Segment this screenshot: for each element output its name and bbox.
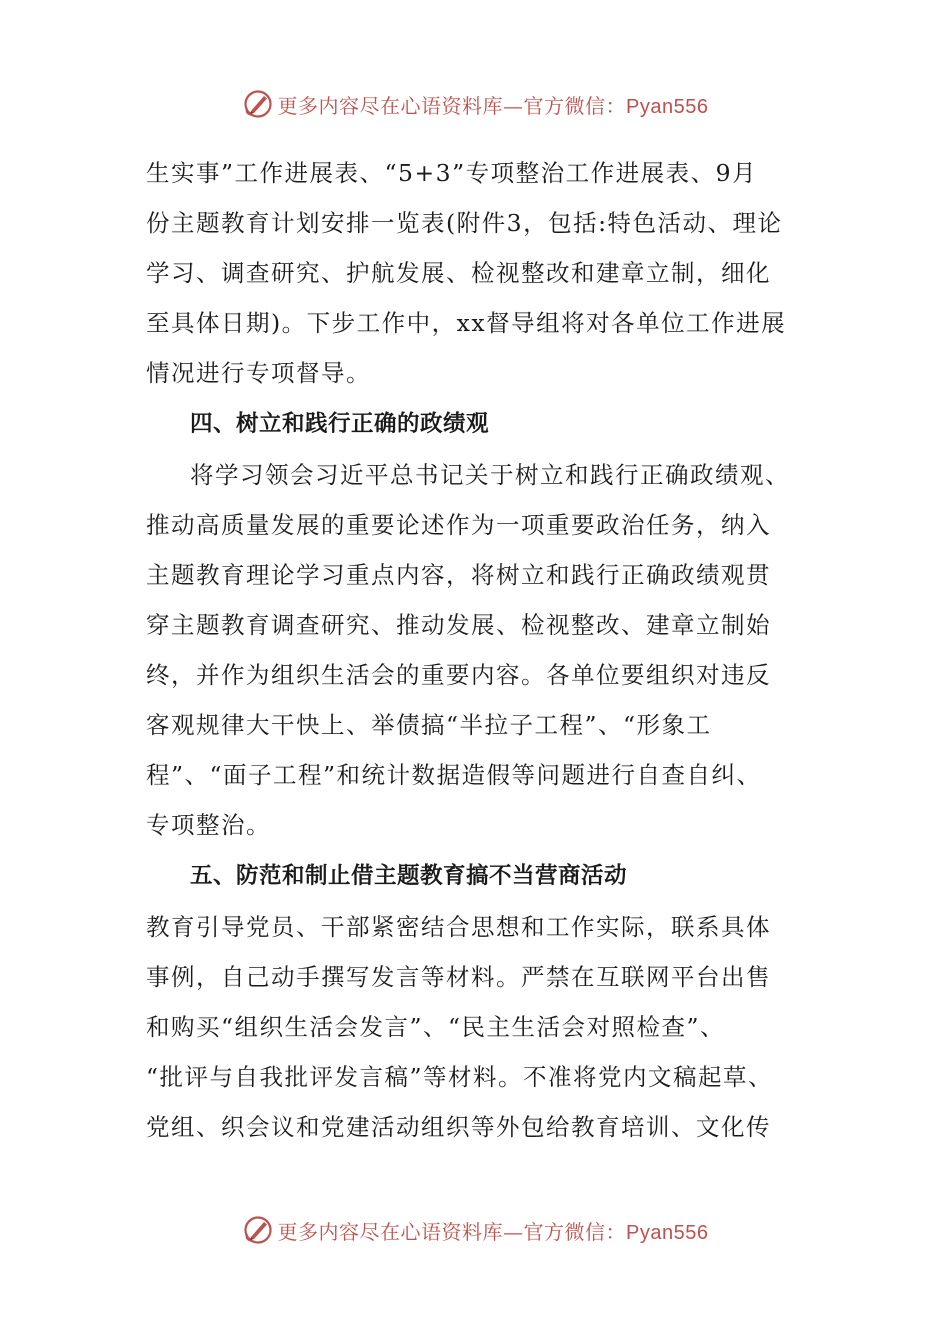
text-line: “批评与自我批评发言稿”等材料。不准将党内文稿起草、 — [146, 1063, 774, 1091]
watermark-text — [278, 90, 709, 119]
text-line: 专项整治。 — [146, 811, 271, 839]
pen-in-circle-icon — [242, 1214, 274, 1246]
paragraph-business-activities — [146, 902, 806, 1152]
text-line: 党组、织会议和党建活动组织等外包给教育培训、文化传 — [146, 1113, 771, 1141]
text-line: 生实事”工作进展表、“5+3”专项整治工作进展表、9月 — [146, 159, 758, 187]
text-line: 情况进行专项督导。 — [146, 359, 371, 387]
section-heading-5: 五、防范和制止借主题教育搞不当营商活动 — [190, 863, 628, 889]
watermark-wechat-id: Pyan556 — [626, 95, 709, 118]
text-line: 和购买“组织生活会发言”、“民主生活会对照检查”、 — [146, 1013, 726, 1041]
text-line: 客观规律大干快上、举债搞“半拉子工程”、“形象工 — [146, 711, 712, 739]
footer-watermark — [0, 1210, 950, 1250]
pen-in-circle-icon — [242, 88, 274, 120]
document-body — [146, 148, 806, 1152]
text-line: 至具体日期)。下步工作中，xx督导组将对各单位工作进展 — [146, 309, 787, 337]
paragraph-political-achievement — [146, 450, 806, 850]
text-line: 事例，自己动手撰写发言等材料。严禁在互联网平台出售 — [146, 963, 771, 991]
text-line: 主题教育理论学习重点内容，将树立和践行正确政绩观贯 — [146, 561, 771, 589]
text-line: 将学习领会习近平总书记关于树立和践行正确政绩观、 — [190, 461, 790, 489]
header-watermark — [0, 84, 950, 124]
text-line: 份主题教育计划安排一览表(附件3，包括:特色活动、理论 — [146, 209, 783, 237]
text-line: 学习、调查研究、护航发展、检视整改和建章立制，细化 — [146, 259, 771, 287]
text-line: 教育引导党员、干部紧密结合思想和工作实际，联系具体 — [146, 913, 771, 941]
paragraph-work-progress — [146, 148, 806, 398]
watermark-site-text: 更多内容尽在心语资料库—官方微信： — [277, 93, 627, 118]
section-heading-4: 四、树立和践行正确的政绩观 — [190, 411, 490, 437]
text-line: 终，并作为组织生活会的重要内容。各单位要组织对违反 — [146, 661, 771, 689]
watermark-site-text: 更多内容尽在心语资料库—官方微信： — [277, 1219, 627, 1244]
text-line: 穿主题教育调查研究、推动发展、检视整改、建章立制始 — [146, 611, 771, 639]
text-line: 推动高质量发展的重要论述作为一项重要政治任务，纳入 — [146, 511, 771, 539]
watermark-text — [278, 1216, 709, 1245]
text-line: 程”、“面子工程”和统计数据造假等问题进行自查自纠、 — [146, 761, 762, 789]
watermark-wechat-id: Pyan556 — [626, 1221, 709, 1244]
